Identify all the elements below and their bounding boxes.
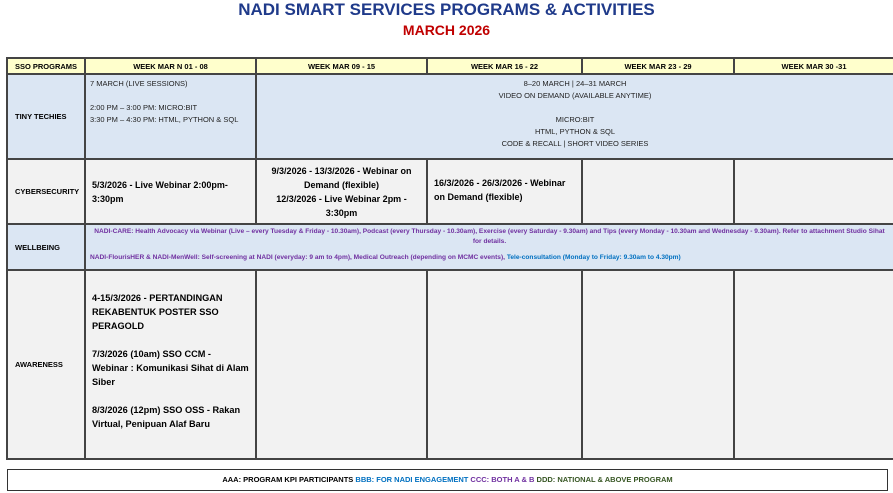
- awareness-week4-cell: [582, 270, 734, 459]
- awareness-week1-cell: [85, 270, 256, 459]
- header-week-1: WEEK MAR N 01 - 08: [85, 58, 256, 74]
- cyber-week3-cell: [427, 159, 582, 224]
- cyber-week2-line1: 9/3/2026 - 13/3/2026 - Webinar on Demand (flexible): [271, 166, 412, 190]
- cyber-week1-text: 5/3/2026 - Live Webinar 2:00pm-3:30pm: [92, 179, 228, 204]
- vod-dates: 8–20 MARCH | 24–31 MARCH: [523, 79, 627, 88]
- vod-code-recall: CODE & RECALL | SHORT VIDEO SERIES: [501, 139, 649, 148]
- vod-microbit: MICRO:BIT: [555, 115, 595, 124]
- awareness-item-poster: 4-15/3/2026 - PERTANDINGAN REKABENTUK POSTER SSO PERAGOLD: [92, 293, 223, 331]
- cybersecurity-row: [7, 159, 893, 224]
- wellbeing-teleconsult: Tele-consultation (Monday to Friday: 9.30am to 4.30pm): [506, 254, 681, 261]
- cyber-week3-text: 16/3/2026 - 26/3/2026 - Webinar on Demand (flexible): [434, 178, 566, 202]
- cyber-week2-line2: 12/3/2026 - Live Webinar 2pm - 3:30pm: [276, 194, 407, 218]
- legend-aaa: AAA: PROGRAM KPI PARTICIPANTS: [222, 475, 354, 484]
- row-label-wellbeing: WELLBEING: [7, 224, 85, 270]
- header-week-4: WEEK MAR 23 - 29: [582, 58, 734, 74]
- row-label-tiny-techies: TINY TECHIES: [7, 74, 85, 159]
- header-week-2: WEEK MAR 09 - 15: [256, 58, 427, 74]
- wellbeing-nadi-care: NADI-CARE: Health Advocacy via Webinar (Live – every Tuesday & Friday - 10.30am), Podcast (every Thursday - 10.30am), Exercise (every Saturday - 9.30am) and Tips (every Monday - 10.30am and Wednesday - 9.30am). Refer to attachment Studio Sihat for details.: [94, 228, 885, 245]
- tiny-session-html: 3:30 PM – 4:30 PM: HTML, PYTHON & SQL: [90, 115, 239, 124]
- wellbeing-cell: [85, 224, 893, 270]
- legend-ddd: DDD: NATIONAL & ABOVE PROGRAM: [536, 475, 673, 484]
- header-sso-programs: SSO PROGRAMS: [7, 58, 85, 74]
- cyber-week4-cell: [582, 159, 734, 224]
- awareness-row: [7, 270, 893, 459]
- wellbeing-flourisher: NADI-FlourisHER & NADI-MenWell: Self-screening at NADI (everyday: 9 am to 4pm), Medical Outreach (depending on MCMC events),: [90, 254, 505, 261]
- tiny-techies-vod-cell: [256, 74, 893, 159]
- legend-ccc: CCC: BOTH A & B: [470, 475, 535, 484]
- awareness-week2-cell: [256, 270, 427, 459]
- legend-footer: [7, 469, 888, 491]
- cyber-week5-cell: [734, 159, 893, 224]
- tiny-live-sessions: 7 MARCH (LIVE SESSIONS): [90, 79, 188, 88]
- vod-html: HTML, PYTHON & SQL: [534, 127, 615, 136]
- awareness-item-ccm: 7/3/2026 (10am) SSO CCM - Webinar : Komunikasi Sihat di Alam Siber: [92, 349, 249, 387]
- tiny-techies-week1-cell: [85, 74, 256, 159]
- page-title: NADI SMART SERVICES PROGRAMS & ACTIVITIES: [238, 0, 655, 19]
- header-week-5: WEEK MAR 30 -31: [734, 58, 893, 74]
- tiny-session-microbit: 2:00 PM – 3:00 PM: MICRO:BIT: [90, 103, 198, 112]
- page-subtitle: MARCH 2026: [402, 22, 491, 38]
- legend-bbb: BBB: FOR NADI ENGAGEMENT: [355, 475, 469, 484]
- header-row: [7, 58, 893, 74]
- cyber-week1-cell: [85, 159, 256, 224]
- row-label-awareness: AWARENESS: [7, 270, 85, 459]
- tiny-techies-row: [7, 74, 893, 159]
- schedule-table: [6, 57, 893, 460]
- cyber-week2-cell: [256, 159, 427, 224]
- awareness-week5-cell: [734, 270, 893, 459]
- wellbeing-row: [7, 224, 893, 270]
- row-label-cybersecurity: CYBERSECURITY: [7, 159, 85, 224]
- vod-heading: VIDEO ON DEMAND (AVAILABLE ANYTIME): [498, 91, 652, 100]
- header-week-3: WEEK MAR 16 - 22: [427, 58, 582, 74]
- awareness-week3-cell: [427, 270, 582, 459]
- awareness-item-oss: 8/3/2026 (12pm) SSO OSS - Rakan Virtual, Penipuan Alaf Baru: [92, 405, 241, 429]
